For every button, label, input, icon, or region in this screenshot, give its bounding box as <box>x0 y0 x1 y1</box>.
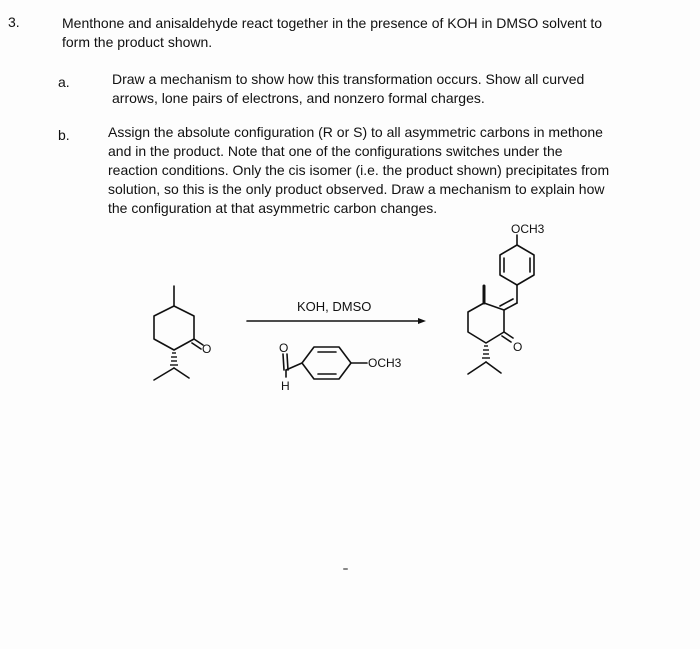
product-methoxy-label: OCH3 <box>511 222 545 236</box>
reagents-label: KOH, DMSO <box>297 299 372 314</box>
carbonyl-bond-second <box>192 343 201 349</box>
alkene-double-bond <box>500 299 513 306</box>
aldehyde-co-bond-second <box>287 354 288 370</box>
hashed-wedge-bond <box>170 353 178 365</box>
carbonyl-oxygen-label: O <box>202 342 212 356</box>
isopropyl-bond-left <box>154 368 174 380</box>
part-a-letter: a. <box>58 74 70 90</box>
product-hashed-wedge-bond <box>482 346 490 358</box>
product-carbonyl-oxygen-label: O <box>513 340 523 354</box>
product-isopropyl-bond-right <box>486 362 501 373</box>
product-structure <box>468 222 545 374</box>
part-b-line: the configuration at that asymmetric carbon changes. <box>108 200 438 216</box>
menthone-structure <box>154 286 211 380</box>
question-intro-line: Menthone and anisaldehyde react together in the presence of KOH in DMSO solvent to <box>62 15 603 31</box>
arrow-head <box>418 318 426 324</box>
product-carbonyl-bond <box>504 332 513 338</box>
part-a-line: Draw a mechanism to show how this transformation occurs. Show all curved <box>112 71 585 87</box>
anisaldehyde-structure <box>279 341 402 393</box>
cyclohexane-ring <box>154 306 194 350</box>
product-isopropyl-bond-left <box>468 362 486 374</box>
question-number: 3. <box>8 14 20 30</box>
aldehyde-hydrogen-label: H <box>281 379 290 393</box>
product-cyclohexane-ring <box>468 303 504 343</box>
part-b-line: reaction conditions. Only the cis isomer (i.e. the product shown) precipitates from <box>108 162 610 178</box>
part-b-line: Assign the absolute configuration (R or S) to all asymmetric carbons in methone <box>108 124 603 140</box>
aldehyde-oxygen-label: O <box>279 341 289 355</box>
page-mark <box>343 568 348 570</box>
aldehyde-co-bond <box>283 354 284 370</box>
part-b-line: and in the product. Note that one of the configurations switches under the <box>108 143 563 159</box>
question-intro-line: form the product shown. <box>62 34 213 50</box>
part-b-letter: b. <box>58 127 70 143</box>
isopropyl-bond-right <box>174 368 189 378</box>
part-b-line: solution, so this is the only product observed. Draw a mechanism to explain how <box>108 181 605 197</box>
methoxy-label: OCH3 <box>368 356 402 370</box>
product-carbonyl-bond-second <box>502 336 511 342</box>
product-benzene-ring <box>500 245 534 285</box>
part-a-line: arrows, lone pairs of electrons, and nonzero formal charges. <box>112 90 485 106</box>
alkene-bond <box>504 303 517 310</box>
